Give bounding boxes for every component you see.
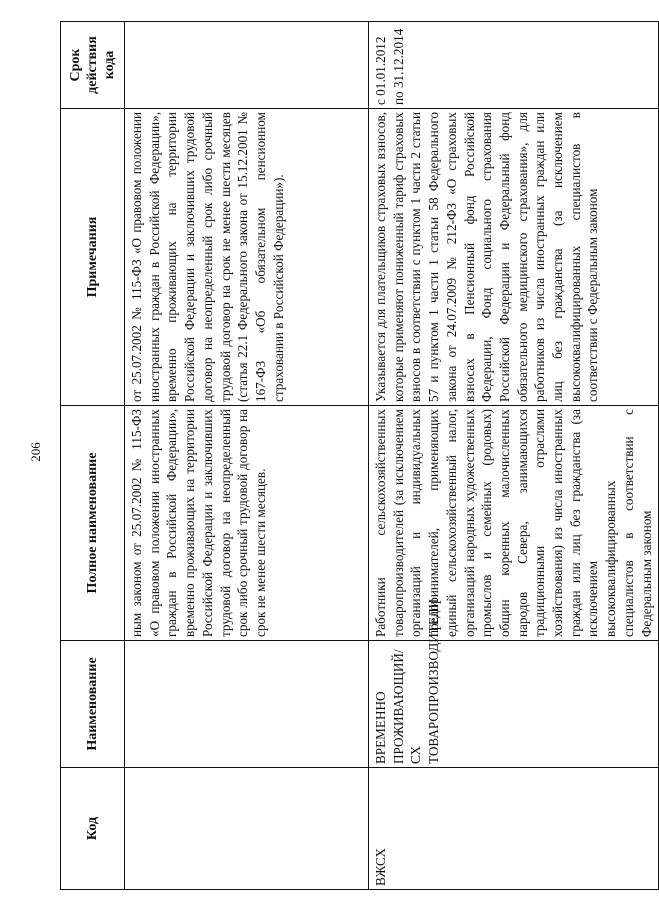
- header-notes: Примечания: [61, 109, 125, 406]
- cell-period: с 01.01.2012 по 31.12.2014: [369, 22, 659, 109]
- table-row: [125, 22, 369, 890]
- cell-full-name: Работники сельскохозяйственных товаропроизводителей (за исключением организаций и индивидуальных предпринимателей, применяющих единый сельскохозяйственный налог, организаций народных художественных промыслов и семейных (родовых) общин коренных малочисленных народов Севера, занимающихся традиционными отраслями хозяйствования) из числа иностранных граждан или лиц без гражданства (за исключением высококвалифицированных специалистов в соответствии с Федеральным законом: [369, 406, 659, 641]
- header-full-name: Полное наименование: [61, 406, 125, 641]
- table-row: [369, 22, 659, 890]
- cell-code: [125, 768, 369, 890]
- cell-code: ВЖСХ: [369, 768, 659, 890]
- cell-period: [125, 22, 369, 109]
- cell-notes: от 25.07.2002 № 115-ФЗ «О правовом положении иностранных граждан в Российской Федерации», временно проживающих на территории Российской Федерации и заключивших трудовой договор на неопределенный срок либо срочный трудовой договор на срок не менее шести месяцев (статья 22.1 Федерального закона от 15.12.2001 № 167-ФЗ «Об обязательном пенсионном страховании в Российской Федерации»).: [125, 109, 369, 406]
- cell-full-name: ным законом от 25.07.2002 № 115-ФЗ «О правовом положении иностранных граждан в Российской Федерации», временно проживающих на территории Российской Федерации и заключивших трудовой договор на неопределенный срок либо срочный трудовой договор на срок не менее шести месяцев.: [125, 406, 369, 641]
- codes-table: [60, 21, 659, 890]
- header-period: Срок действия кода: [61, 22, 125, 109]
- rotated-table-frame: [60, 22, 654, 890]
- document-table-area: [60, 22, 654, 890]
- header-name: Наименование: [61, 641, 125, 768]
- cell-name: [125, 641, 369, 768]
- cell-notes: Указывается для плательщиков страховых взносов, которые применяют пониженный тариф страховых взносов в соответствии с пунктом 1 части 2 статьи 57 и пунктом 1 части 1 статьи 58 Федерального закона от 24.07.2009 № 212-ФЗ «О страховых взносах в Пенсионный фонд Российской Федерации, Фонд социального страхования Российской Федерации и Федеральный фонд обязательного медицинского страхования», для работников из числа иностранных граждан или лиц без гражданства (за исключением высококвалифицированных специалистов в соответствии с Федеральным законом: [369, 109, 659, 406]
- header-code: Код: [61, 768, 125, 890]
- page-number: 206: [28, 442, 43, 462]
- table-header-row: [61, 22, 125, 890]
- cell-name: ВРЕМЕННО ПРОЖИВАЮЩИЙ/СХ ТОВАРОПРОИЗВОДИТЕЛИ: [369, 641, 659, 768]
